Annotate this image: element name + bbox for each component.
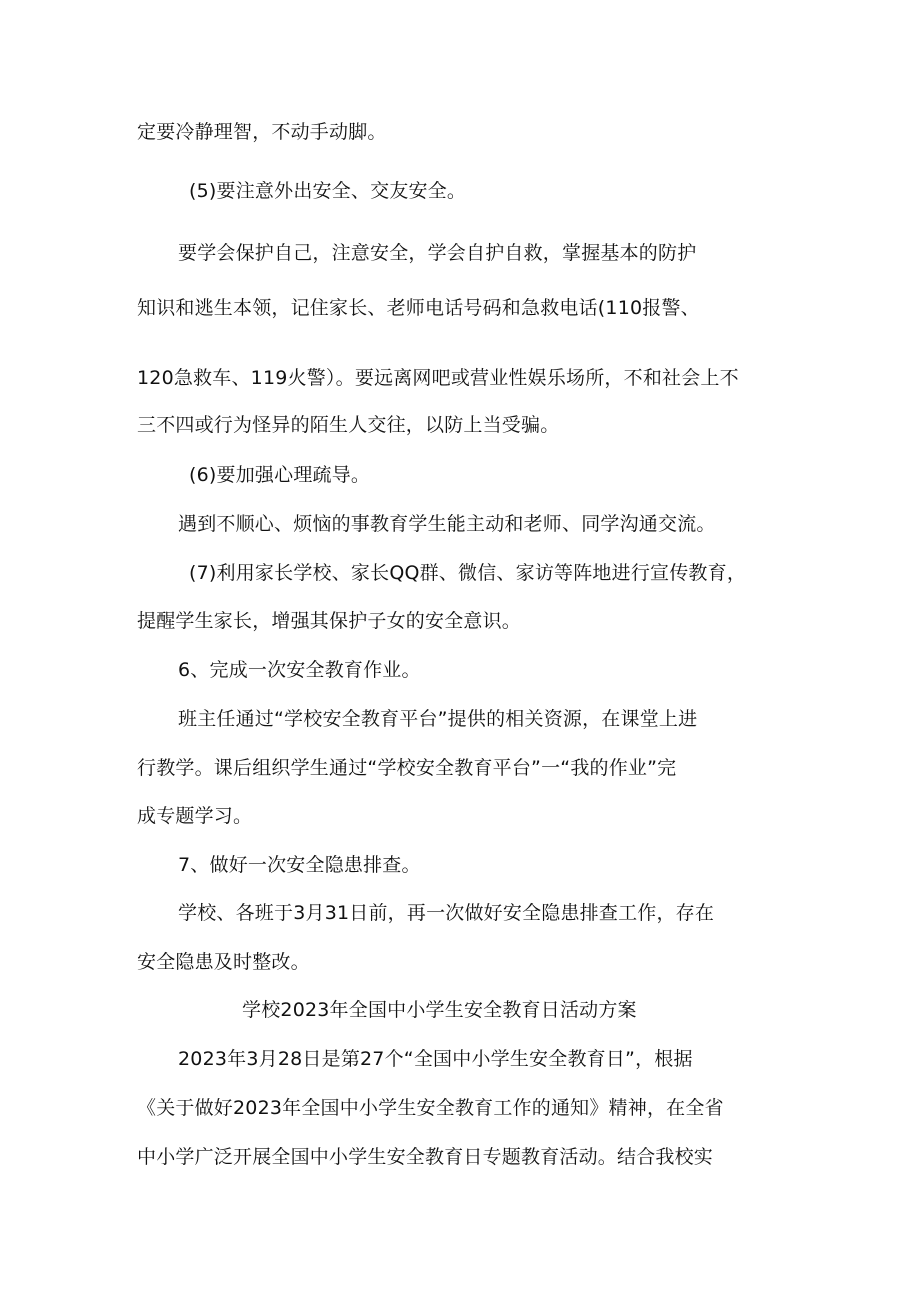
text-line: 遇到不顺心、烦恼的事教育学生能主动和老师、同学沟通交流。 [178,513,716,535]
text-line: 安全隐患及时整改。 [137,951,310,973]
text-line: 120急救车、119火警）。要远离网吧或营业性娱乐场所，不和社会上不 [137,367,739,389]
text-line: 三不四或行为怪异的陌生人交往，以防上当受骗。 [137,414,560,436]
section-heading-7: 7、做好一次安全隐患排查。 [178,854,421,876]
list-item-5: (5)要注意外出安全、交友安全。 [189,180,467,202]
text-line: 班主任通过“学校安全教育平台”提供的相关资源，在课堂上进 [178,708,698,730]
document-title: 学校2023年全国中小学生安全教育日活动方案 [242,999,637,1021]
text-line: 要学会保护自己，注意安全，学会自护自救，掌握基本的防护 [178,242,697,264]
text-line: 成专题学习。 [137,805,253,827]
section-heading-6: 6、完成一次安全教育作业。 [178,659,421,681]
text-line: 学校、各班于3月31日前，再一次做好安全隐患排查工作，存在 [178,902,715,924]
text-line: 提醒学生家长，增强其保护子女的安全意识。 [137,610,522,632]
text-line: 知识和逃生本领，记住家长、老师电话号码和急救电话(110报警、 [137,297,700,319]
text-line: 定要冷静理智，不动手动脚。 [137,121,387,143]
text-line: 中小学广泛开展全国中小学生安全教育日专题教育活动。结合我校实 [137,1146,714,1168]
text-line: 行教学。课后组织学生通过“学校安全教育平台”一“我的作业”完 [137,757,677,779]
list-item-6: (6)要加强心理疏导。 [189,464,371,486]
text-line: 《关于做好2023年全国中小学生安全教育工作的通知》精神，在全省 [137,1097,724,1119]
text-line: 2023年3月28日是第27个“全国中小学生安全教育日”，根据 [178,1048,693,1070]
list-item-7: (7)利用家长学校、家长QQ群、微信、家访等阵地进行宣传教育， [189,562,747,584]
